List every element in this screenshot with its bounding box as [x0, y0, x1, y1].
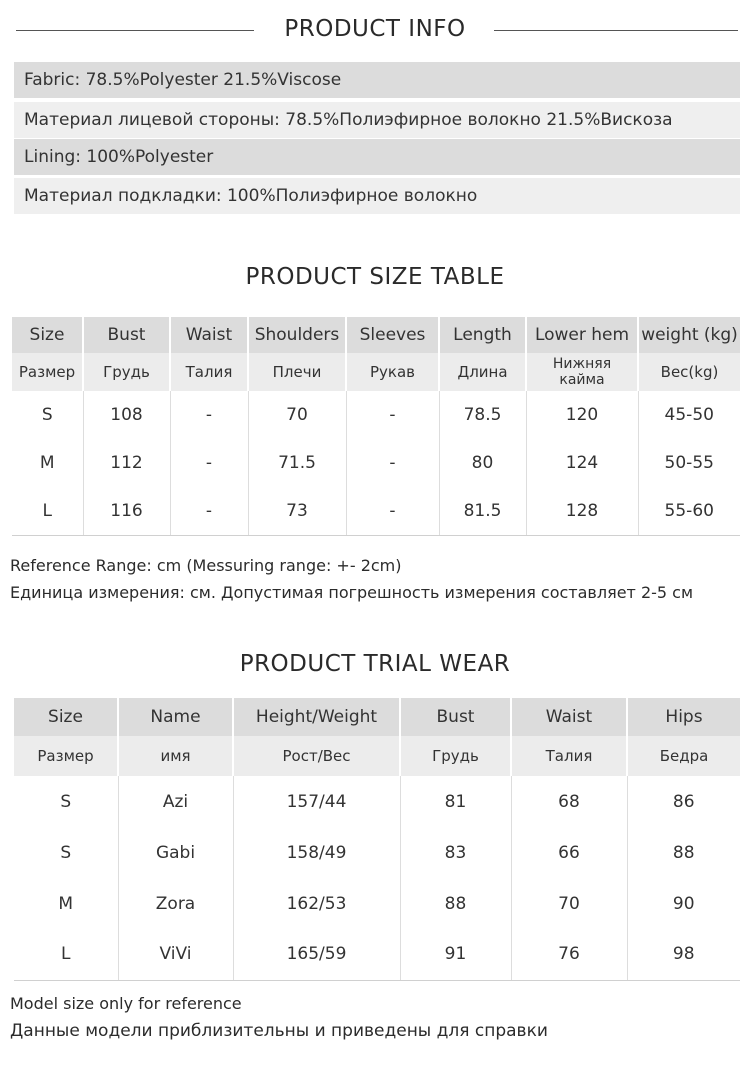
size-col-header: Length [439, 317, 526, 353]
table-cell: 55-60 [638, 487, 740, 535]
trial-note-ru: Данные модели приблизительны и приведены для справки [10, 1021, 548, 1041]
size-col-header: Bust [83, 317, 170, 353]
table-cell: 108 [83, 391, 170, 439]
table-cell: 88 [400, 878, 511, 929]
table-cell: - [346, 439, 439, 487]
info-row-lining: Lining: 100%Polyester [14, 139, 740, 175]
table-row [12, 439, 740, 487]
trial-header-ru-row [14, 736, 740, 776]
table-cell: 86 [627, 776, 740, 827]
trial-col-header-ru: имя [118, 736, 233, 776]
size-col-header: Lower hem [526, 317, 638, 353]
trial-col-header-ru: Талия [511, 736, 627, 776]
table-cell: - [170, 391, 248, 439]
trial-table-title: PRODUCT TRIAL WEAR [239, 651, 511, 677]
size-header-ru-row [12, 353, 740, 391]
table-row [12, 487, 740, 535]
table-cell: Azi [118, 776, 233, 827]
table-cell: 71.5 [248, 439, 346, 487]
size-col-header-ru: Вес(kg) [638, 353, 740, 391]
table-cell: S [14, 827, 118, 878]
table-cell: 162/53 [233, 878, 400, 929]
table-cell: S [12, 391, 83, 439]
info-row-fabric-ru: Материал лицевой стороны: 78.5%Полиэфирное волокно 21.5%Вискоза [14, 102, 740, 138]
table-row [14, 776, 740, 827]
trial-col-header: Name [118, 698, 233, 736]
table-cell: Zora [118, 878, 233, 929]
trial-col-header-ru: Рост/Вес [233, 736, 400, 776]
trial-col-header: Size [14, 698, 118, 736]
table-cell: L [12, 487, 83, 535]
table-cell: 88 [627, 827, 740, 878]
size-col-header-ru: Плечи [248, 353, 346, 391]
table-cell: 124 [526, 439, 638, 487]
table-cell: 116 [83, 487, 170, 535]
size-col-header-ru: Размер [12, 353, 83, 391]
table-row [14, 878, 740, 929]
size-note-en: Reference Range: cm (Messuring range: +- 2cm) [10, 556, 402, 575]
table-cell: 81.5 [439, 487, 526, 535]
size-col-header: weight (kg) [638, 317, 740, 353]
info-row-lining-ru: Материал подкладки: 100%Полиэфирное волокно [14, 178, 740, 214]
table-cell: 165/59 [233, 929, 400, 980]
table-cell: 70 [248, 391, 346, 439]
table-cell: L [14, 929, 118, 980]
table-cell: 80 [439, 439, 526, 487]
trial-col-header: Height/Weight [233, 698, 400, 736]
trial-table [14, 698, 740, 981]
table-cell: 120 [526, 391, 638, 439]
size-table [12, 317, 740, 536]
table-cell: 45-50 [638, 391, 740, 439]
product-info-title: PRODUCT INFO [284, 16, 466, 42]
size-col-header: Shoulders [248, 317, 346, 353]
trial-col-header: Hips [627, 698, 740, 736]
header-rule-right [494, 30, 738, 31]
info-row-fabric: Fabric: 78.5%Polyester 21.5%Viscose [14, 62, 740, 98]
table-row [14, 827, 740, 878]
table-cell: 83 [400, 827, 511, 878]
table-cell: 78.5 [439, 391, 526, 439]
size-col-header-ru: Талия [170, 353, 248, 391]
trial-col-header-ru: Размер [14, 736, 118, 776]
table-cell: 91 [400, 929, 511, 980]
size-col-header-ru: Длина [439, 353, 526, 391]
size-col-header: Waist [170, 317, 248, 353]
table-cell: 112 [83, 439, 170, 487]
table-cell: 157/44 [233, 776, 400, 827]
table-cell: 76 [511, 929, 627, 980]
table-cell: 98 [627, 929, 740, 980]
size-header-en-row [12, 317, 740, 353]
table-cell: M [12, 439, 83, 487]
size-note-ru: Единица измерения: см. Допустимая погрешность измерения составляет 2-5 см [10, 583, 694, 602]
size-col-header: Sleeves [346, 317, 439, 353]
size-table-title: PRODUCT SIZE TABLE [245, 264, 505, 290]
table-cell: 66 [511, 827, 627, 878]
table-cell: 158/49 [233, 827, 400, 878]
table-cell: - [170, 487, 248, 535]
trial-col-header-ru: Грудь [400, 736, 511, 776]
table-cell: 68 [511, 776, 627, 827]
trial-col-header: Waist [511, 698, 627, 736]
table-cell: ViVi [118, 929, 233, 980]
table-cell: 81 [400, 776, 511, 827]
table-cell: 90 [627, 878, 740, 929]
table-cell: - [346, 487, 439, 535]
size-col-header: Size [12, 317, 83, 353]
trial-col-header: Bust [400, 698, 511, 736]
table-cell: 73 [248, 487, 346, 535]
table-cell: M [14, 878, 118, 929]
trial-col-header-ru: Бедра [627, 736, 740, 776]
size-col-header-ru: Нижняя кайма [526, 353, 638, 391]
trial-note-en: Model size only for reference [10, 994, 242, 1013]
table-row [14, 929, 740, 980]
table-cell: 70 [511, 878, 627, 929]
table-cell: - [170, 439, 248, 487]
size-col-header-ru: Грудь [83, 353, 170, 391]
size-col-header-ru: Рукав [346, 353, 439, 391]
table-cell: Gabi [118, 827, 233, 878]
table-row [12, 391, 740, 439]
table-cell: S [14, 776, 118, 827]
trial-header-en-row [14, 698, 740, 736]
table-cell: 50-55 [638, 439, 740, 487]
table-cell: - [346, 391, 439, 439]
table-cell: 128 [526, 487, 638, 535]
